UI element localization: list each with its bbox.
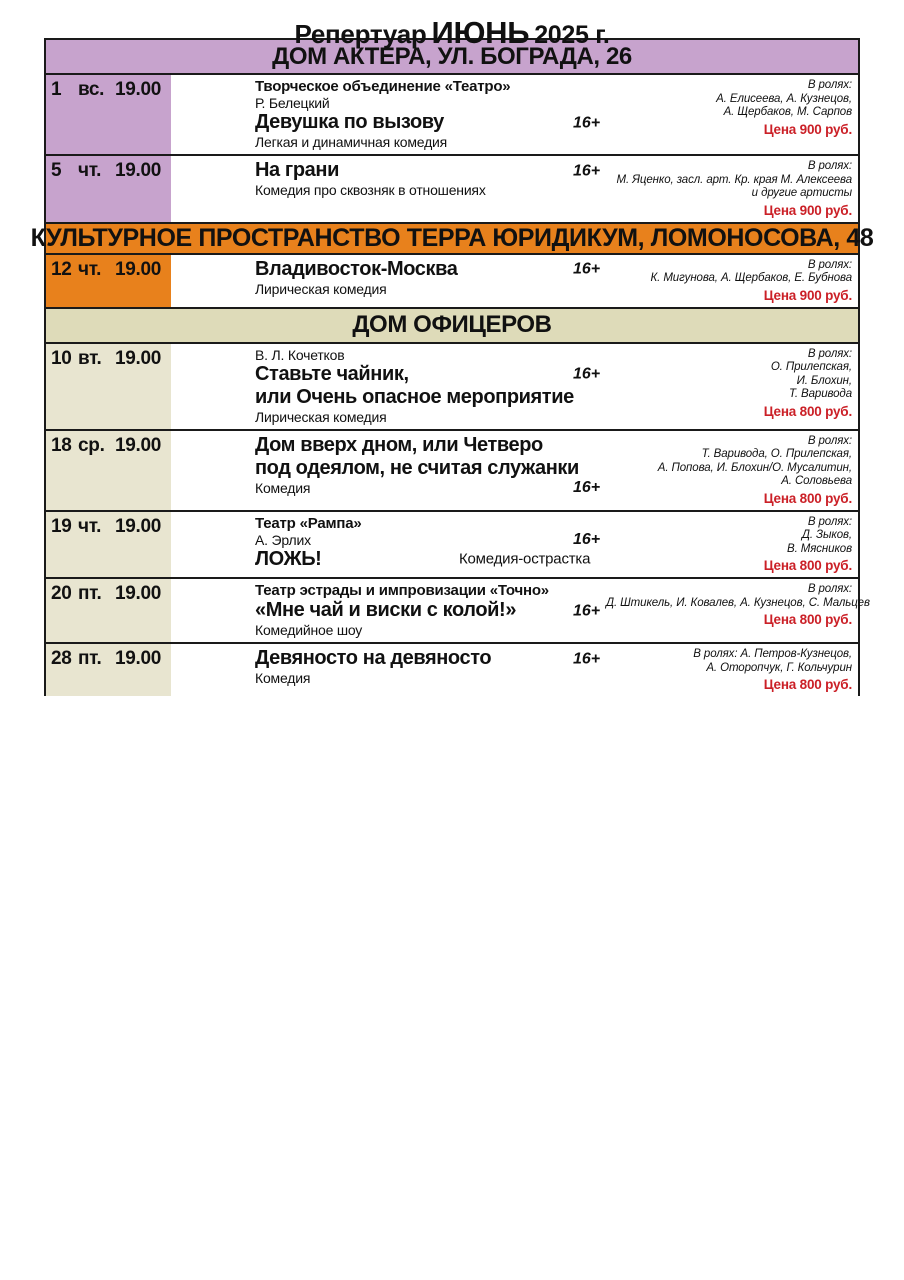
- cast-cell: [606, 512, 858, 578]
- age-rating: 16+: [573, 260, 601, 278]
- cast-cell: [606, 156, 858, 222]
- day-number: 5: [51, 160, 62, 181]
- show-info: [171, 156, 606, 222]
- show-row: [46, 342, 858, 429]
- genre-line: Комедийное шоу: [255, 622, 363, 638]
- age-rating: 16+: [573, 114, 601, 131]
- show-title-line: [255, 548, 606, 571]
- weekday-label: чт.: [78, 160, 102, 181]
- price-label: Цена 800 руб.: [763, 677, 852, 692]
- cast-heading: В ролях:: [807, 258, 852, 271]
- time-label: 19.00: [115, 434, 162, 456]
- cast-line: И. Блохин,: [796, 374, 852, 387]
- title-year: 2025 г.: [534, 21, 610, 49]
- day-number: 28: [51, 648, 72, 669]
- cast-cell: [606, 579, 870, 642]
- date-cell: [46, 156, 171, 222]
- date-cell: [46, 512, 171, 578]
- time-label: 19.00: [115, 79, 162, 100]
- title-month: ИЮНЬ: [431, 15, 530, 50]
- cast-cell: [606, 431, 858, 510]
- cast-heading: В ролях:: [807, 79, 852, 91]
- date-cell: [46, 644, 171, 696]
- day-number: 19: [51, 515, 72, 537]
- time-label: 19.00: [115, 648, 162, 669]
- show-row: [46, 577, 870, 642]
- age-rating: 16+: [573, 365, 601, 383]
- show-row: [46, 510, 858, 578]
- age-rating: 16+: [573, 530, 601, 548]
- date-cell: [46, 344, 171, 429]
- cast-line: А. Елисеева, А. Кузнецов,: [716, 92, 852, 105]
- genre-line: Лирическая комедия: [255, 280, 387, 297]
- price-label: Цена 800 руб.: [763, 490, 852, 506]
- genre-line: Лирическая комедия: [255, 408, 387, 425]
- cast-heading: В ролях:: [807, 160, 852, 172]
- cast-heading: В ролях: А. Петров-Кузнецов,: [693, 648, 852, 660]
- price-label: Цена 800 руб.: [763, 558, 852, 573]
- show-info: [171, 512, 606, 578]
- day-number: 10: [51, 347, 72, 369]
- date-cell: [46, 579, 171, 642]
- time-label: 19.00: [115, 515, 162, 537]
- show-row: [46, 429, 858, 510]
- cast-heading: В ролях:: [807, 515, 852, 528]
- day-number: 18: [51, 434, 72, 456]
- show-title-line: [255, 111, 606, 134]
- cast-heading: В ролях:: [807, 347, 852, 360]
- age-rating: 16+: [573, 478, 601, 496]
- age-rating: 16+: [573, 162, 601, 179]
- show-title-line: под одеялом, не считая служанки: [255, 456, 579, 479]
- date-cell: [46, 431, 171, 510]
- genre-line: Легкая и динамичная комедия: [255, 134, 448, 150]
- show-info: [171, 431, 606, 510]
- venue-header-terra-yuridikum: КУЛЬТУРНОЕ ПРОСТРАНСТВО ТЕРРА ЮРИДИКУМ, ЛОМОНОСОВА, 48: [30, 223, 874, 252]
- show-title-line: [255, 363, 606, 386]
- weekday-label: пт.: [78, 583, 102, 604]
- show-title: Девушка по вызову: [255, 111, 444, 133]
- venue-header-dom-aktera: ДОМ АКТЕРА, УЛ. БОГРАДА, 26: [46, 40, 858, 73]
- cast-line: М. Яценко, засл. арт. Кр. края М. Алексеева: [616, 173, 852, 186]
- show-info: [171, 255, 606, 307]
- cast-line: Т. Варивода: [788, 388, 852, 400]
- show-title-line: [255, 258, 606, 281]
- show-info: [171, 344, 606, 429]
- date-cell: [46, 75, 171, 154]
- show-title-line: Дом вверх дном, или Четверо: [255, 433, 543, 456]
- author-line: [255, 532, 606, 548]
- cast-line: О. Прилепская,: [770, 361, 852, 373]
- cast-line: А. Соловьева: [781, 475, 852, 487]
- price-label: Цена 900 руб.: [763, 202, 852, 218]
- time-label: 19.00: [115, 347, 162, 369]
- title-prefix: Репертуар: [294, 19, 427, 49]
- price-label: Цена 900 руб.: [763, 121, 852, 137]
- day-number: 20: [51, 583, 72, 604]
- cast-line: А. Попова, И. Блохин/О. Мусалитин,: [657, 461, 852, 474]
- time-label: 19.00: [115, 583, 162, 604]
- venue-header-dom-ofitserov: ДОМ ОФИЦЕРОВ: [46, 307, 858, 342]
- show-row: [46, 642, 858, 696]
- cast-line: Т. Варивода, О. Прилепская,: [701, 448, 852, 460]
- genre-line: Комедия: [255, 670, 311, 686]
- show-row: [46, 154, 858, 222]
- day-number: 1: [51, 79, 62, 100]
- weekday-label: ср.: [78, 434, 105, 456]
- show-row: [46, 253, 858, 307]
- show-row: [46, 73, 858, 154]
- show-title: ЛОЖЬ!: [255, 547, 322, 570]
- show-title-line: [255, 159, 606, 182]
- show-title-line: [255, 647, 606, 670]
- weekday-label: чт.: [78, 258, 102, 280]
- author-label: А. Эрлих: [255, 531, 311, 548]
- cast-heading: В ролях:: [807, 583, 852, 595]
- show-title: Девяносто на девяносто: [255, 647, 492, 669]
- cast-line: А. Оторопчук, Г. Кольчурин: [706, 661, 852, 674]
- company-line: Театр эстрады и импровизации «Точно»: [255, 582, 549, 599]
- price-label: Цена 800 руб.: [763, 403, 852, 419]
- time-label: 19.00: [115, 258, 162, 280]
- company-line: Творческое объединение «Театро»: [255, 78, 511, 95]
- genre-tag: Комедия-острастка: [459, 550, 591, 568]
- cast-line: А. Щербаков, М. Сарпов: [723, 106, 852, 118]
- page-title: [0, 0, 904, 50]
- show-title: На грани: [255, 159, 339, 181]
- genre-label: Комедия: [255, 479, 311, 496]
- show-info: [171, 75, 606, 154]
- cast-cell: [606, 344, 858, 429]
- author-line: В. Л. Кочетков: [255, 346, 345, 363]
- author-line: Р. Белецкий: [255, 95, 330, 111]
- age-rating: 16+: [573, 602, 601, 619]
- cast-line: В. Мясников: [787, 542, 852, 555]
- show-title-line: [255, 599, 606, 622]
- price-label: Цена 800 руб.: [763, 612, 852, 627]
- cast-cell: [606, 75, 858, 154]
- show-title: Ставьте чайник,: [255, 362, 409, 385]
- genre-line: Комедия про сквозняк в отношениях: [255, 182, 486, 198]
- price-label: Цена 900 руб.: [763, 287, 852, 303]
- genre-line: [255, 480, 606, 496]
- weekday-label: вт.: [78, 347, 102, 369]
- show-info: [171, 644, 606, 696]
- date-cell: [46, 255, 171, 307]
- company-line: Театр «Рампа»: [255, 514, 362, 532]
- show-title: Владивосток-Москва: [255, 257, 458, 280]
- repertoire-table: [30, 38, 874, 696]
- cast-cell: [606, 644, 858, 696]
- weekday-label: вс.: [78, 79, 105, 100]
- time-label: 19.00: [115, 160, 162, 181]
- show-title: «Мне чай и виски с колой!»: [255, 599, 517, 621]
- cast-heading: В ролях:: [807, 434, 852, 447]
- show-info: [171, 579, 606, 642]
- cast-line: Д. Зыков,: [801, 529, 852, 541]
- age-rating: 16+: [573, 650, 601, 667]
- cast-line: К. Мигунова, А. Щербаков, Е. Бубнова: [650, 272, 852, 284]
- weekday-label: пт.: [78, 648, 102, 669]
- show-title-line: или Очень опасное мероприятие: [255, 385, 574, 408]
- cast-cell: [606, 255, 858, 307]
- cast-line: и другие артисты: [751, 187, 852, 199]
- weekday-label: чт.: [78, 515, 102, 537]
- cast-line: Д. Штикель, И. Ковалев, А. Кузнецов, С. Мальцев: [606, 596, 870, 609]
- day-number: 12: [51, 258, 72, 280]
